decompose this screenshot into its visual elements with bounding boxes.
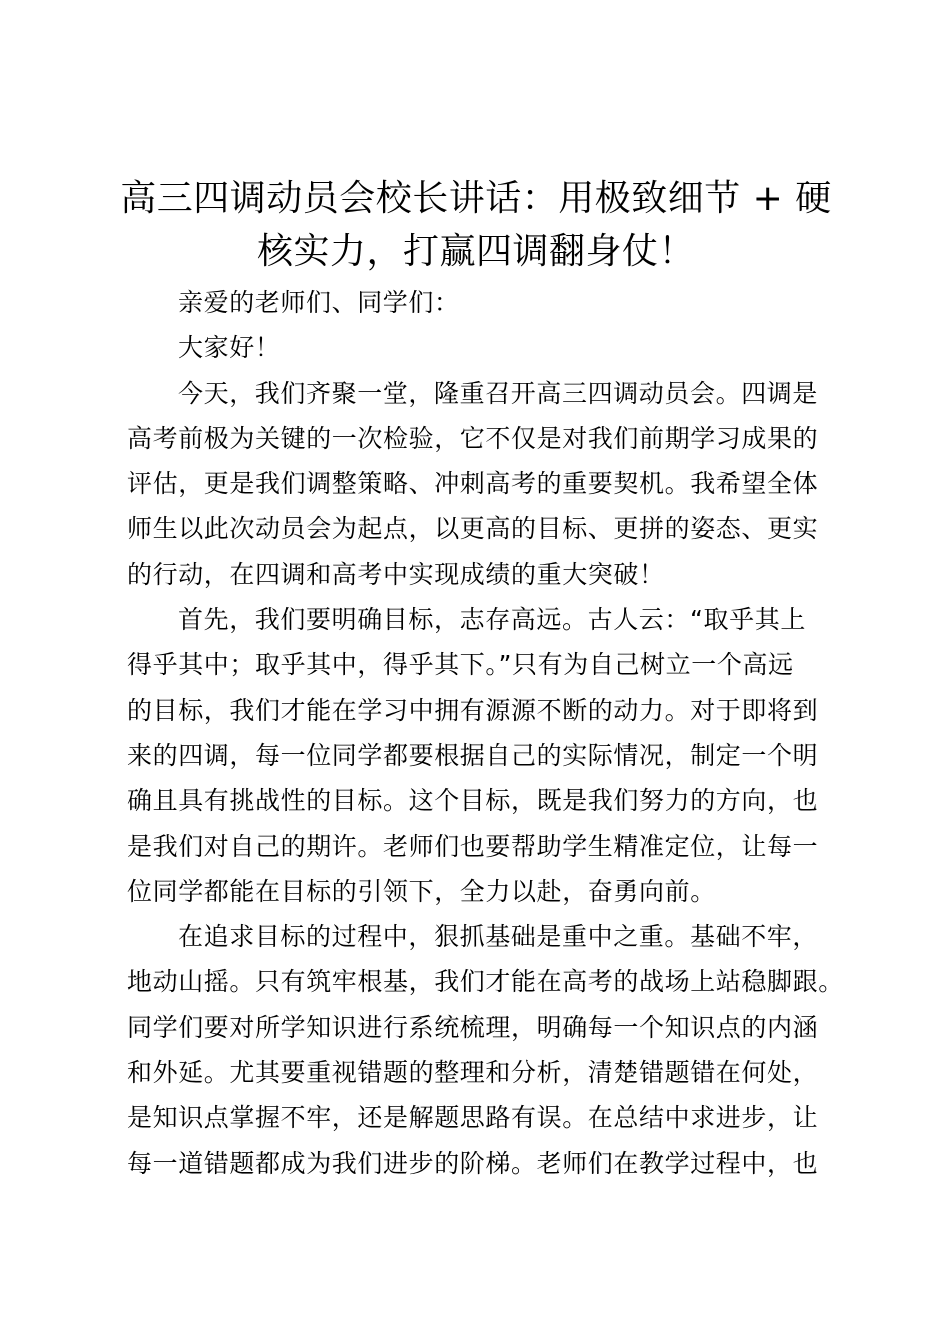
text-line: 首先，我们要明确目标，志存高远。古人云：“取乎其上	[178, 605, 806, 635]
text-line: 亲爱的老师们、同学们：	[178, 288, 460, 317]
text-line: 每一道错题都成为我们进步的阶梯。老师们在教学过程中，也	[127, 1148, 819, 1178]
text-line: 高考前极为关键的一次检验，它不仅是对我们前期学习成果的	[127, 423, 819, 453]
intro-paragraph	[127, 371, 837, 597]
text-line: 大家好！	[178, 333, 281, 363]
text-line: 在追求目标的过程中，狠抓基础是重中之重。基础不牢，	[178, 922, 819, 952]
text-line: 确且具有挑战性的目标。这个目标，既是我们努力的方向，也	[127, 786, 819, 816]
title-line: 高三四调动员会校长讲话：用极致细节 + 硬	[120, 178, 832, 219]
text-line: 位同学都能在目标的引领下，全力以赴，奋勇向前。	[127, 876, 716, 906]
text-line: 是知识点掌握不牢，还是解题思路有误。在总结中求进步，让	[127, 1103, 819, 1133]
goal-paragraph	[127, 597, 837, 914]
salutation-paragraph	[127, 280, 837, 325]
text-line: 的行动，在四调和高考中实现成绩的重大突破！	[127, 559, 665, 589]
text-line: 是我们对自己的期许。老师们也要帮助学生精准定位，让每一	[127, 831, 819, 861]
document-title	[120, 172, 832, 278]
text-line: 来的四调，每一位同学都要根据自己的实际情况，制定一个明	[127, 740, 819, 770]
text-line: 地动山摇。只有筑牢根基，我们才能在高考的战场上站稳脚跟。	[127, 967, 844, 997]
text-line: 和外延。尤其要重视错题的整理和分析，清楚错题错在何处，	[127, 1058, 819, 1088]
document-body	[127, 280, 844, 1186]
foundation-paragraph	[127, 914, 844, 1186]
text-line: 今天，我们齐聚一堂，隆重召开高三四调动员会。四调是	[178, 378, 819, 408]
text-line: 得乎其中；取乎其中，得乎其下。”只有为自己树立一个高远	[127, 650, 794, 680]
text-line: 评估，更是我们调整策略、冲刺高考的重要契机。我希望全体	[127, 469, 819, 499]
text-line: 同学们要对所学知识进行系统梳理，明确每一个知识点的内涵	[127, 1012, 819, 1042]
text-line: 的目标，我们才能在学习中拥有源源不断的动力。对于即将到	[127, 695, 819, 725]
text-line: 师生以此次动员会为起点，以更高的目标、更拼的姿态、更实	[127, 514, 819, 544]
title-line: 核实力，打赢四调翻身仗！	[256, 231, 695, 272]
greeting-paragraph	[127, 325, 837, 370]
